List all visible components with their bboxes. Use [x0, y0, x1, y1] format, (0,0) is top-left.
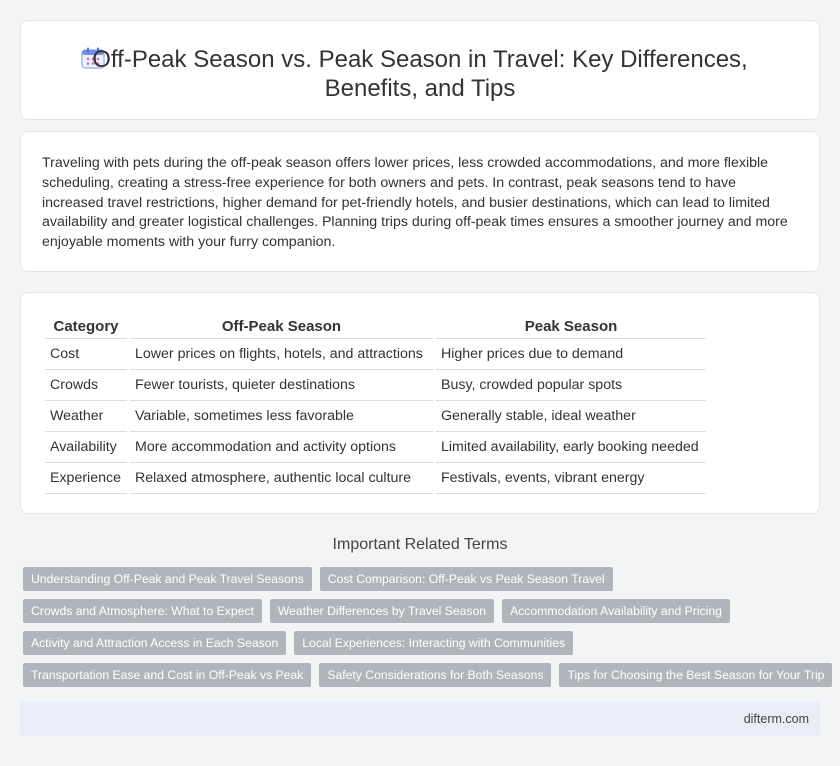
- table-row: [45, 463, 706, 494]
- table-cell: Crowds: [45, 370, 127, 401]
- related-terms-list: [23, 567, 823, 695]
- related-term-tag[interactable]: Understanding Off-Peak and Peak Travel Seasons: [23, 567, 312, 591]
- column-header-category: Category: [45, 315, 127, 339]
- table-cell: Limited availability, early booking needed: [436, 432, 706, 463]
- related-term-tag[interactable]: Cost Comparison: Off-Peak vs Peak Season Travel: [320, 567, 613, 591]
- tag-row: [23, 599, 823, 623]
- comparison-table-card: [20, 292, 820, 514]
- table-cell: Availability: [45, 432, 127, 463]
- table-cell: Lower prices on flights, hotels, and attractions: [130, 339, 433, 370]
- related-terms-title: Important Related Terms: [332, 536, 508, 553]
- related-term-tag[interactable]: Weather Differences by Travel Season: [270, 599, 494, 623]
- related-term-tag[interactable]: Crowds and Atmosphere: What to Expect: [23, 599, 262, 623]
- table-row: [45, 401, 706, 432]
- page-title-line-2: Benefits, and Tips: [324, 75, 516, 102]
- table-cell: Relaxed atmosphere, authentic local culture: [130, 463, 433, 494]
- table-cell: Busy, crowded popular spots: [436, 370, 706, 401]
- page-title: [21, 45, 819, 103]
- table-cell: Weather: [45, 401, 127, 432]
- tag-row: [23, 663, 823, 687]
- footer-site-link[interactable]: difterm.com: [743, 712, 809, 726]
- related-term-tag[interactable]: Tips for Choosing the Best Season for Your Trip: [559, 663, 832, 687]
- related-term-tag[interactable]: Transportation Ease and Cost in Off-Peak vs Peak: [23, 663, 311, 687]
- table-cell: More accommodation and activity options: [130, 432, 433, 463]
- tag-row: [23, 567, 823, 591]
- table-cell: Higher prices due to demand: [436, 339, 706, 370]
- table-row: [45, 432, 706, 463]
- table-cell: Variable, sometimes less favorable: [130, 401, 433, 432]
- comparison-table: [42, 315, 709, 494]
- tag-row: [23, 631, 823, 655]
- related-term-tag[interactable]: Accommodation Availability and Pricing: [502, 599, 730, 623]
- intro-card: [20, 131, 820, 272]
- related-term-tag[interactable]: Activity and Attraction Access in Each Season: [23, 631, 286, 655]
- table-cell: Experience: [45, 463, 127, 494]
- intro-paragraph: Traveling with pets during the off-peak season offers lower prices, less crowded accommodations, and more flexible scheduling, creating a stress-free experience for both owners and pets. In contrast, peak seasons tend to have increased travel restrictions, higher demand for pet-friendly hotels, and busier destinations, which can lead to limited availability and greater logistical challenges. Planning trips during off-peak times ensures a smoother journey and more enjoyable moments with your furry companion.: [42, 155, 788, 251]
- related-term-tag[interactable]: Local Experiences: Interacting with Communities: [294, 631, 573, 655]
- table-row: [45, 370, 706, 401]
- table-cell: Generally stable, ideal weather: [436, 401, 706, 432]
- page-title-line-1: Off-Peak Season vs. Peak Season in Travel: Key Differences,: [92, 46, 748, 73]
- table-cell: Festivals, events, vibrant energy: [436, 463, 706, 494]
- table-header-row: [45, 315, 706, 339]
- table-cell: Cost: [45, 339, 127, 370]
- header-card: [20, 20, 820, 120]
- footer: [20, 702, 820, 736]
- table-row: [45, 339, 706, 370]
- table-cell: Fewer tourists, quieter destinations: [130, 370, 433, 401]
- column-header-off-peak: Off-Peak Season: [130, 315, 433, 339]
- column-header-peak: Peak Season: [436, 315, 706, 339]
- related-term-tag[interactable]: Safety Considerations for Both Seasons: [319, 663, 551, 687]
